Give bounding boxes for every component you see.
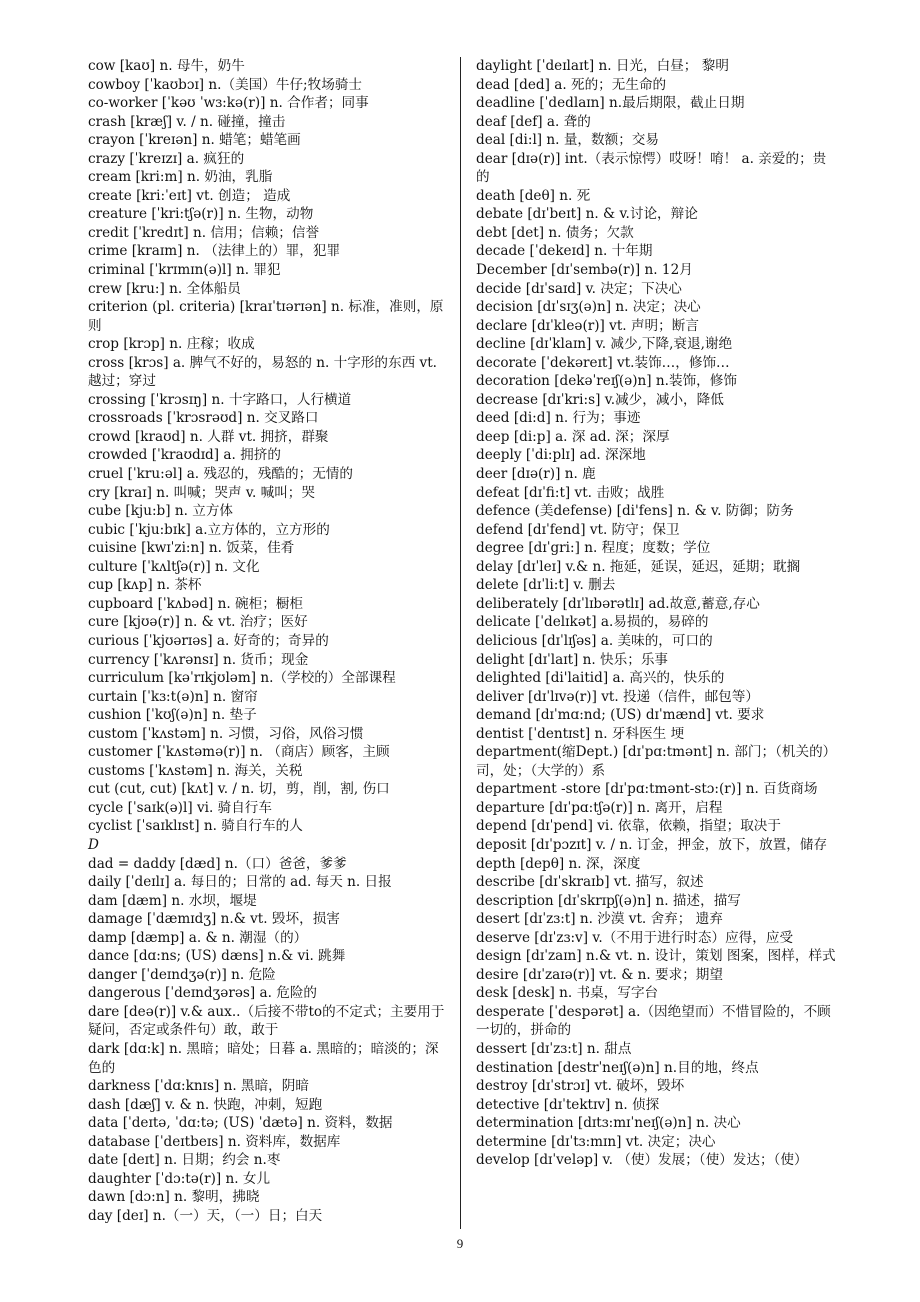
vocab-entry: cushion [ˈkʊʃ(ə)n] n. 垫子 (88, 707, 257, 724)
vocab-entry: debt [det] n. 债务；欠款 (476, 224, 634, 241)
vocab-entry: decorate [ˈdekəreɪt] vt.装饰…，修饰… (476, 354, 730, 371)
vocab-entry: cube [kju:b] n. 立方体 (88, 503, 234, 520)
vocab-entry: crazy [ˈkreɪzɪ] a. 疯狂的 (88, 150, 245, 167)
vocab-entry: delighted [di'laitid] a. 高兴的，快乐的 (476, 670, 725, 687)
vocab-entry: defence (美defense) [di'fens] n. & v. 防御；防务 (476, 503, 794, 520)
vocab-entry: destroy [dɪˈstrɔɪ] vt. 破坏，毁坏 (476, 1078, 685, 1095)
vocab-entry: dance [dɑ:ns; (US) dæns] n.& vi. 跳舞 (88, 948, 346, 965)
vocab-entry: culture [ˈkʌltʃə(r)] n. 文化 (88, 558, 260, 575)
vocab-entry: cowboy [ˈkaʊbɔɪ] n.（美国）牛仔;牧场骑士 (88, 76, 363, 93)
vocab-entry: dead [ded] a. 死的；无生命的 (476, 76, 667, 93)
vocab-entry: cruel [ˈkru:əl] a. 残忍的，残酷的；无情的 (88, 466, 353, 483)
vocab-entry: crime [kraɪm] n. （法律上的）罪，犯罪 (88, 243, 341, 260)
vocab-entry: decoration [dekəˈreɪʃ(ə)n] n.装饰，修饰 (476, 373, 737, 390)
vocab-entry: demand [dɪˈmɑ:nd; (US) dɪˈmænd] vt. 要求 (476, 707, 765, 724)
vocab-entry: deep [di:p] a. 深 ad. 深；深厚 (476, 428, 670, 445)
vocab-entry: desk [desk] n. 书桌，写字台 (476, 985, 659, 1002)
vocab-entry: deliberately [dɪˈlɪbərətlɪ] ad.故意,蓄意,存心 (476, 595, 760, 612)
vocab-entry: dentist [ˈdentɪst] n. 牙科医生 埂 (476, 725, 685, 742)
vocab-entry: crew [kru:] n. 全体船员 (88, 280, 241, 297)
vocab-entry: defend [dɪˈfend] vt. 防守；保卫 (476, 521, 680, 538)
vocab-entry: deed [di:d] n. 行为；事迹 (476, 410, 641, 427)
vocab-entry: cup [kʌp] n. 茶杯 (88, 577, 202, 594)
vocab-entry: deserve [dɪˈzɜ:v] v.（不用于进行时态）应得，应受 (476, 929, 794, 946)
vocab-entry: criminal [ˈkrɪmɪn(ə)l] n. 罪犯 (88, 262, 281, 279)
vocab-entry: cuisine [kwɪˈzi:n] n. 饭菜，佳肴 (88, 540, 295, 557)
vocab-entry: date [deɪt] n. 日期；约会 n.枣 (88, 1152, 281, 1169)
vocab-entry: deliver [dɪˈlɪvə(r)] vt. 投递（信件，邮包等） (476, 688, 759, 705)
vocab-entry: dad = daddy [dæd] n.（口）爸爸，爹爹 (88, 855, 347, 872)
vocab-entry: dangerous [ˈdeɪndʒərəs] a. 危险的 (88, 985, 318, 1002)
vocab-entry: deaf [def] a. 聋的 (476, 113, 591, 130)
vocab-entry: decline [dɪˈklaɪn] v. 减少,下降,衰退,谢绝 (476, 336, 733, 353)
vocab-entry: cyclist [ˈsaɪklɪst] n. 骑自行车的人 (88, 818, 303, 835)
vocab-entry: currency [ˈkʌrənsɪ] n. 货币；现金 (88, 651, 309, 668)
vocab-entry: deposit [dɪˈpɔzɪt] v. / n. 订金，押金，放下，放置，储存 (476, 836, 828, 853)
vocab-entry: description [dɪˈskrɪpʃ(ə)n] n. 描述，描写 (476, 892, 741, 909)
vocab-entry: death [deθ] n. 死 (476, 187, 591, 204)
vocab-entry: cow [kaʊ] n. 母牛，奶牛 (88, 58, 245, 74)
vocab-entry: crop [krɔp] n. 庄稼；收成 (88, 336, 255, 353)
vocab-entry: dessert [dɪˈzɜ:t] n. 甜点 (476, 1040, 632, 1057)
vocab-entry: design [dɪˈzaɪn] n.& vt. n. 设计，策划 图案，图样，样式 (476, 948, 836, 965)
vocab-entry: cycle [ˈsaɪk(ə)l] vi. 骑自行车 (88, 799, 272, 816)
vocab-entry: damage [ˈdæmɪdʒ] n.& vt. 毁坏，损害 (88, 911, 340, 928)
vocab-entry: crossing [ˈkrɔsɪŋ] n. 十字路口，人行横道 (88, 391, 352, 408)
vocab-entry: detective [dɪˈtektɪv] n. 侦探 (476, 1096, 660, 1113)
vocab-entry: damp [dæmp] a. & n. 潮湿（的） (88, 929, 308, 946)
vocab-entry: cupboard [ˈkʌbəd] n. 碗柜；橱柜 (88, 595, 303, 612)
vocab-entry: cure [kjʊə(r)] n. & vt. 治疗；医好 (88, 614, 308, 631)
vocab-entry: degree [dɪˈgri:] n. 程度；度数；学位 (476, 540, 711, 557)
vocab-entry: declare [dɪˈkleə(r)] vt. 声明；断言 (476, 317, 699, 334)
vocab-entry: dash [dæʃ] v. & n. 快跑，冲刺，短跑 (88, 1096, 323, 1113)
vocab-entry: customs [ˈkʌstəm] n. 海关，关税 (88, 762, 303, 779)
vocab-entry: dear [dɪə(r)] int.（表示惊愕）哎呀！唷！ a. 亲爱的；贵的 (476, 150, 827, 186)
section-letter: D (88, 836, 99, 853)
vocab-entry: cut (cut, cut) [kʌt] v. / n. 切，剪，削，割, 伤口 (88, 781, 390, 798)
vocab-entry: defeat [dɪˈfi:t] vt. 击败；战胜 (476, 484, 665, 501)
vocab-entry: credit [ˈkredɪt] n. 信用；信赖；信誉 (88, 224, 320, 241)
vocab-entry: crowded [ˈkraʊdɪd] a. 拥挤的 (88, 447, 281, 464)
vocab-entry: cream [kri:m] n. 奶油，乳脂 (88, 169, 273, 186)
column-divider (460, 57, 461, 1229)
vocab-entry: department -store [dɪˈpɑ:tmənt-stɔ:(r)] n. 百货商场 (476, 781, 818, 798)
vocab-entry: desire [dɪˈzaɪə(r)] vt. & n. 要求；期望 (476, 966, 723, 983)
vocab-entry: decade [ˈdekeɪd] n. 十年期 (476, 243, 653, 260)
vocab-entry: daughter [ˈdɔ:tə(r)] n. 女儿 (88, 1170, 271, 1187)
vocab-entry: dawn [dɔ:n] n. 黎明，拂晓 (88, 1189, 260, 1206)
vocab-entry: describe [dɪˈskraɪb] vt. 描写，叙述 (476, 874, 704, 891)
vocab-entry: depth [depθ] n. 深，深度 (476, 855, 641, 872)
right-column (476, 57, 838, 1170)
vocab-entry: delicious [dɪˈlɪʃəs] a. 美味的，可口的 (476, 632, 713, 649)
vocab-entry: crayon [ˈkreɪən] n. 蜡笔；蜡笔画 (88, 132, 301, 149)
vocab-entry: delete [dɪˈli:t] v. 删去 (476, 577, 616, 594)
vocab-entry: daily [ˈdeɪlɪ] a. 每日的；日常的 ad. 每天 n. 日报 (88, 874, 392, 891)
vocab-entry: crossroads [ˈkrɔsrəʊd] n. 交叉路口 (88, 410, 319, 427)
vocab-entry: co-worker [ˈkəʊ ˈwɜ:kə(r)] n. 合作者；同事 (88, 95, 369, 112)
vocab-entry: delay [dɪˈleɪ] v.& n. 拖延，延误，延迟，延期；耽搁 (476, 558, 801, 575)
vocab-entry: daylight [ˈdeɪlaɪt] n. 日光，白昼； 黎明 (476, 58, 729, 74)
vocab-entry: departure [dɪˈpɑ:tʃə(r)] n. 离开，启程 (476, 799, 723, 816)
vocab-entry: deer [dɪə(r)] n. 鹿 (476, 466, 596, 483)
vocab-entry: dam [dæm] n. 水坝，堰堤 (88, 892, 257, 909)
vocab-entry: crowd [kraʊd] n. 人群 vt. 拥挤，群聚 (88, 428, 329, 445)
vocab-entry: develop [dɪˈveləp] v. （使）发展；（使）发达；（使） (476, 1152, 808, 1169)
vocab-entry: custom [ˈkʌstəm] n. 习惯，习俗，风俗习惯 (88, 725, 364, 742)
vocab-entry: depend [dɪˈpend] vi. 依靠，依赖，指望；取决于 (476, 818, 781, 835)
vocab-entry: dark [dɑ:k] n. 黑暗；暗处；日暮 a. 黑暗的；暗淡的；深色的 (88, 1040, 439, 1076)
vocab-entry: decide [dɪˈsaɪd] v. 决定；下决心 (476, 280, 682, 297)
page-number: 9 (456, 1236, 464, 1251)
vocab-entry: create [kri:ˈeɪt] vt. 创造； 造成 (88, 187, 291, 204)
vocab-entry: deeply [ˈdi:plɪ] ad. 深深地 (476, 447, 646, 464)
vocab-entry: day [deɪ] n.（一）天，（一）日；白天 (88, 1207, 323, 1224)
vocab-entry: decision [dɪˈsɪʒ(ə)n] n. 决定；决心 (476, 299, 701, 316)
vocab-entry: creature [ˈkri:tʃə(r)] n. 生物，动物 (88, 206, 314, 223)
vocab-entry: determine [dɪˈtɜ:mɪn] vt. 决定；决心 (476, 1133, 716, 1150)
vocab-entry: desert [dɪˈzɜ:t] n. 沙漠 vt. 舍弃； 遗弃 (476, 911, 723, 928)
vocab-entry: curtain [ˈkɜ:t(ə)n] n. 窗帘 (88, 688, 258, 705)
vocab-entry: cubic [ˈkju:bɪk] a.立方体的，立方形的 (88, 521, 330, 538)
vocab-entry: customer [ˈkʌstəmə(r)] n. （商店）顾客，主顾 (88, 744, 390, 761)
vocab-entry: curriculum [kəˈrɪkjʊləm] n.（学校的）全部课程 (88, 670, 396, 687)
vocab-entry: cross [krɔs] a. 脾气不好的，易怒的 n. 十字形的东西 vt. 越过；穿过 (88, 354, 437, 390)
vocab-entry: danger [ˈdeɪndʒə(r)] n. 危险 (88, 966, 276, 983)
vocab-entry: deadline [ˈdedlaɪn] n.最后期限，截止日期 (476, 95, 745, 112)
vocab-entry: cry [kraɪ] n. 叫喊；哭声 v. 喊叫；哭 (88, 484, 315, 501)
vocab-entry: debate [dɪˈbeɪt] n. & v.讨论，辩论 (476, 206, 698, 223)
left-column (88, 57, 450, 1225)
vocab-entry: database [ˈdeɪtbeɪs] n. 资料库，数据库 (88, 1133, 341, 1150)
vocab-entry: decrease [dɪˈkri:s] v.减少，减小，降低 (476, 391, 724, 408)
vocab-entry: delicate [ˈdelɪkət] a.易损的，易碎的 (476, 614, 709, 631)
vocab-entry: desperate [ˈdespərət] a.（因绝望而）不惜冒险的，不顾一切的，拼命的 (476, 1003, 831, 1039)
vocab-entry: crash [kræʃ] v. / n. 碰撞，撞击 (88, 113, 286, 130)
vocab-entry: department(缩Dept.) [dɪˈpɑ:tmənt] n. 部门；（机关的）司，处；（大学的）系 (476, 744, 837, 779)
vocab-entry: criterion (pl. criteria) [kraɪˈtɪərɪən] n. 标准，准则，原则 (88, 299, 444, 334)
vocab-entry: determination [dɪtɜ:mɪˈneɪʃ(ə)n] n. 决心 (476, 1115, 741, 1132)
vocab-entry: darkness [ˈdɑ:knɪs] n. 黑暗，阴暗 (88, 1078, 309, 1095)
vocab-entry: curious [ˈkjʊərɪəs] a. 好奇的；奇异的 (88, 632, 329, 649)
vocab-entry: dare [deə(r)] v.& aux..（后接不带to的不定式；主要用于疑问，否定或条件句）敢，敢于 (88, 1003, 445, 1039)
vocab-entry: December [dɪˈsembə(r)] n. 12月 (476, 262, 693, 279)
vocab-entry: deal [di:l] n. 量，数额；交易 (476, 132, 659, 149)
vocab-entry: delight [dɪˈlaɪt] n. 快乐；乐事 (476, 651, 669, 668)
vocab-entry: data [ˈdeɪtə, ˈdɑ:tə; (US) ˈdætə] n. 资料，数据 (88, 1115, 393, 1132)
vocab-entry: destination [destrˈneɪʃ(ə)n] n.目的地，终点 (476, 1059, 759, 1076)
